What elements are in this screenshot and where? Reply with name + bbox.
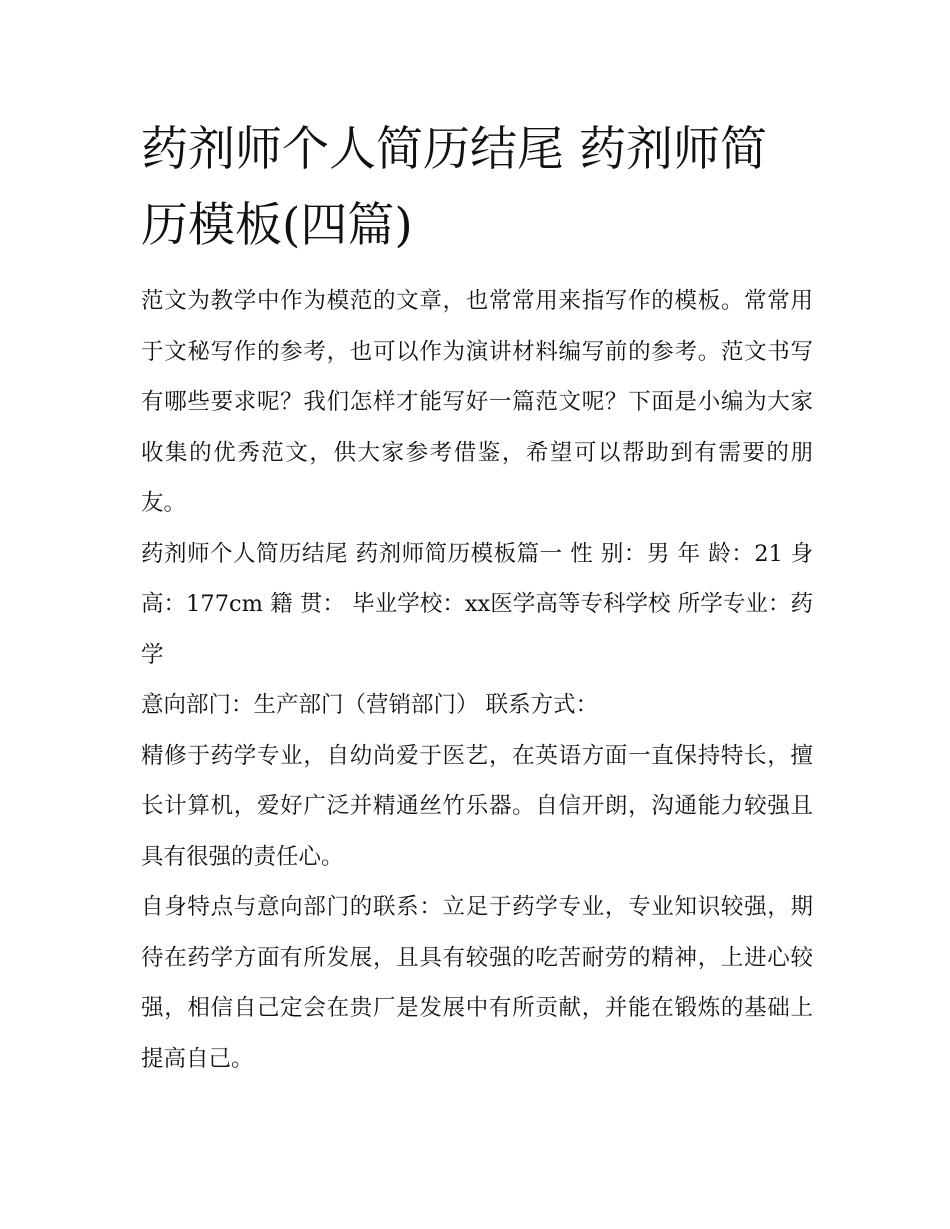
document-title: 药剂师个人简历结尾 药剂师简历模板(四篇) xyxy=(141,122,767,253)
document-body xyxy=(141,276,813,1084)
department-relation-paragraph: 自身特点与意向部门的联系：立足于药学专业，专业知识较强，期待在药学方面有所发展，且具有较强的吃苦耐劳的精神，上进心较强，相信自己定会在贵厂是发展中有所贡献，并能在锻炼的基础上提高自己。 xyxy=(141,894,813,1072)
intended-department-paragraph: 意向部门：生产部门（营销部门） 联系方式： xyxy=(141,692,599,718)
document-content xyxy=(141,112,813,1084)
self-assessment-paragraph: 精修于药学专业，自幼尚爱于医艺，在英语方面一直保持特长，擅长计算机，爱好广泛并精通丝竹乐器。自信开朗，沟通能力较强且具有很强的责任心。 xyxy=(141,742,813,870)
basic-info-paragraph: 药剂师个人简历结尾 药剂师简历模板篇一 性 别：男 年 龄：21 身 高：177cm 籍 贯： 毕业学校：xx医学高等专科学校 所学专业：药学 xyxy=(141,540,813,668)
intro-paragraph: 范文为教学中作为模范的文章，也常常用来指写作的模板。常常用于文秘写作的参考，也可以作为演讲材料编写前的参考。范文书写有哪些要求呢？我们怎样才能写好一篇范文呢？下面是小编为大家收集的优秀范文，供大家参考借鉴，希望可以帮助到有需要的朋友。 xyxy=(141,288,813,516)
